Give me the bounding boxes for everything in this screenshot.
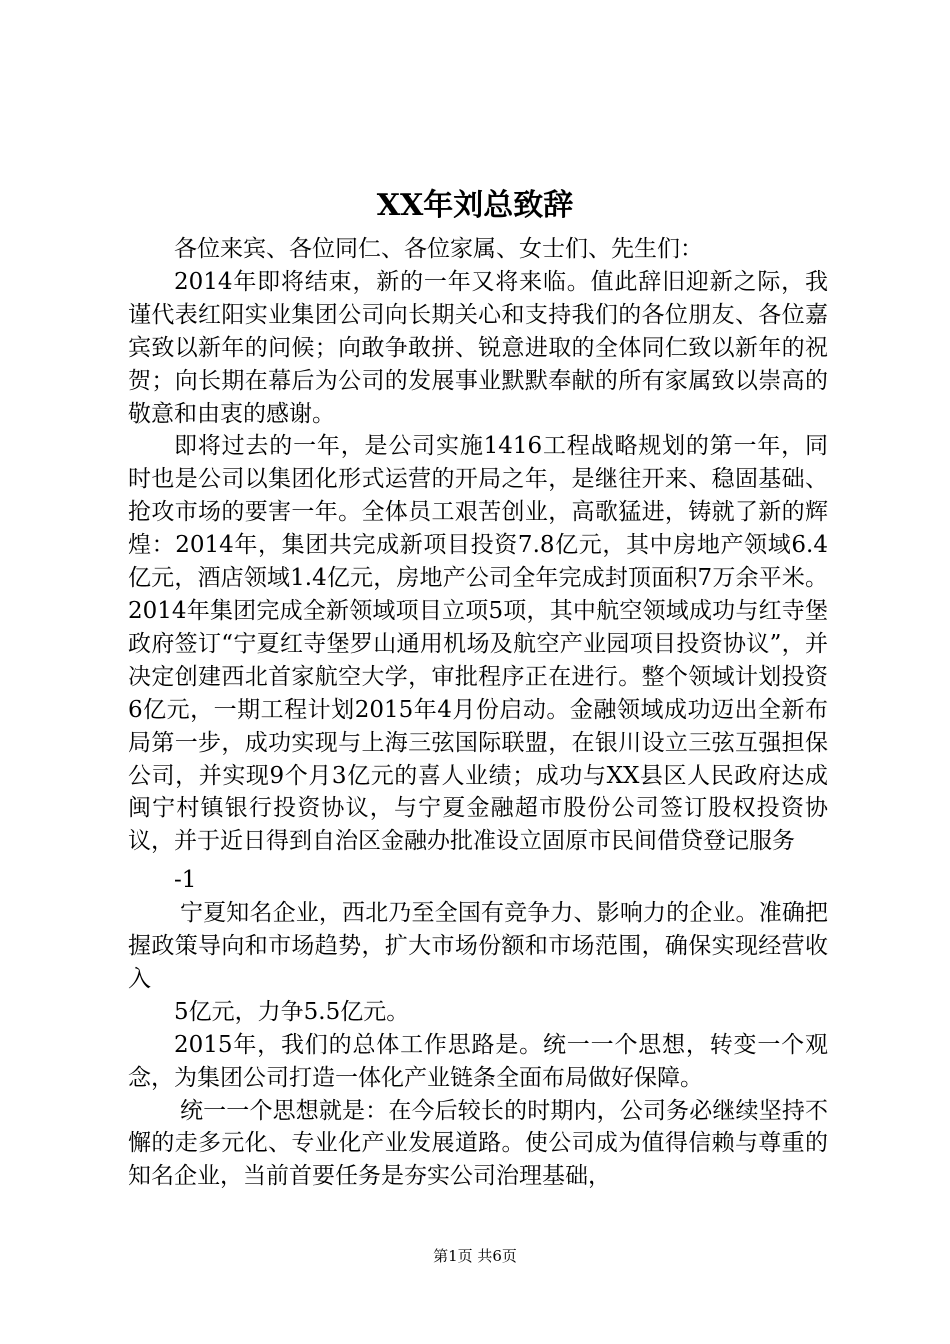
page-break-marker: -1 [174, 867, 197, 894]
paragraph-work-approach: 2015年，我们的总体工作思路是。统一一个思想，转变一个观念，为集团公司打造一体化产业链条全面布局做好保障。 [128, 1031, 828, 1091]
paragraph-company-goal: 宁夏知名企业，西北乃至全国有竞争力、影响力的企业。准确把握政策导向和市场趋势，扩大市场份额和市场范围，确保实现经营收入 [128, 900, 828, 992]
page-footer: 第1页 共6页 [433, 1247, 517, 1265]
salutation-paragraph: 各位来宾、各位同仁、各位家属、女士们、先生们： [174, 236, 703, 262]
document-body [128, 233, 828, 1193]
paragraph-year-review: 即将过去的一年，是公司实施1416工程战略规划的第一年，同时也是公司以集团化形式运营的开局之年，是继往开来、稳固基础、抢攻市场的要害一年。全体员工艰苦创业，高歌猛进，铸就了新的辉煌：2014年，集团共完成新项目投资7.8亿元，其中房地产领域6.4亿元，酒店领域1.4亿元，房地产公司全年完成封顶面积7万余平米。2014年集团完成全新领域项目立项5项，其中航空领域成功与红寺堡政府签订“宁夏红寺堡罗山通用机场及航空产业园项目投资协议”，并决定创建西北首家航空大学，审批程序正在进行。整个领域计划投资6亿元，一期工程计划2015年4月份启动。金融领域成功迈出全新布局第一步，成功实现与上海三弦国际联盟，在银川设立三弦互强担保公司，并实现9个月3亿元的喜人业绩；成功与XX县区人民政府达成闽宁村镇银行投资协议，与宁夏金融超市股份公司签订股权投资协议，并于近日得到自治区金融办批准设立固原市民间借贷登记服务 [128, 433, 828, 855]
paragraph-unified-thinking: 统一一个思想就是：在今后较长的时期内，公司务必继续坚持不懈的走多元化、专业化产业发展道路。使公司成为值得信赖与尊重的知名企业，当前首要任务是夯实公司治理基础， [128, 1097, 828, 1190]
paragraph-new-year-greeting: 2014年即将结束，新的一年又将来临。值此辞旧迎新之际，我谨代表红阳实业集团公司向长期关心和支持我们的各位朋友、各位嘉宾致以新年的问候；向敢争敢拼、锐意进取的全体同仁致以新年的祝贺；向长期在幕后为公司的发展事业默默奉献的所有家属致以崇高的敬意和由衷的感谢。 [128, 268, 828, 427]
paragraph-revenue-target: 5亿元，力争5.5亿元。 [174, 998, 410, 1025]
document-title: XX年刘总致辞 [376, 188, 574, 223]
